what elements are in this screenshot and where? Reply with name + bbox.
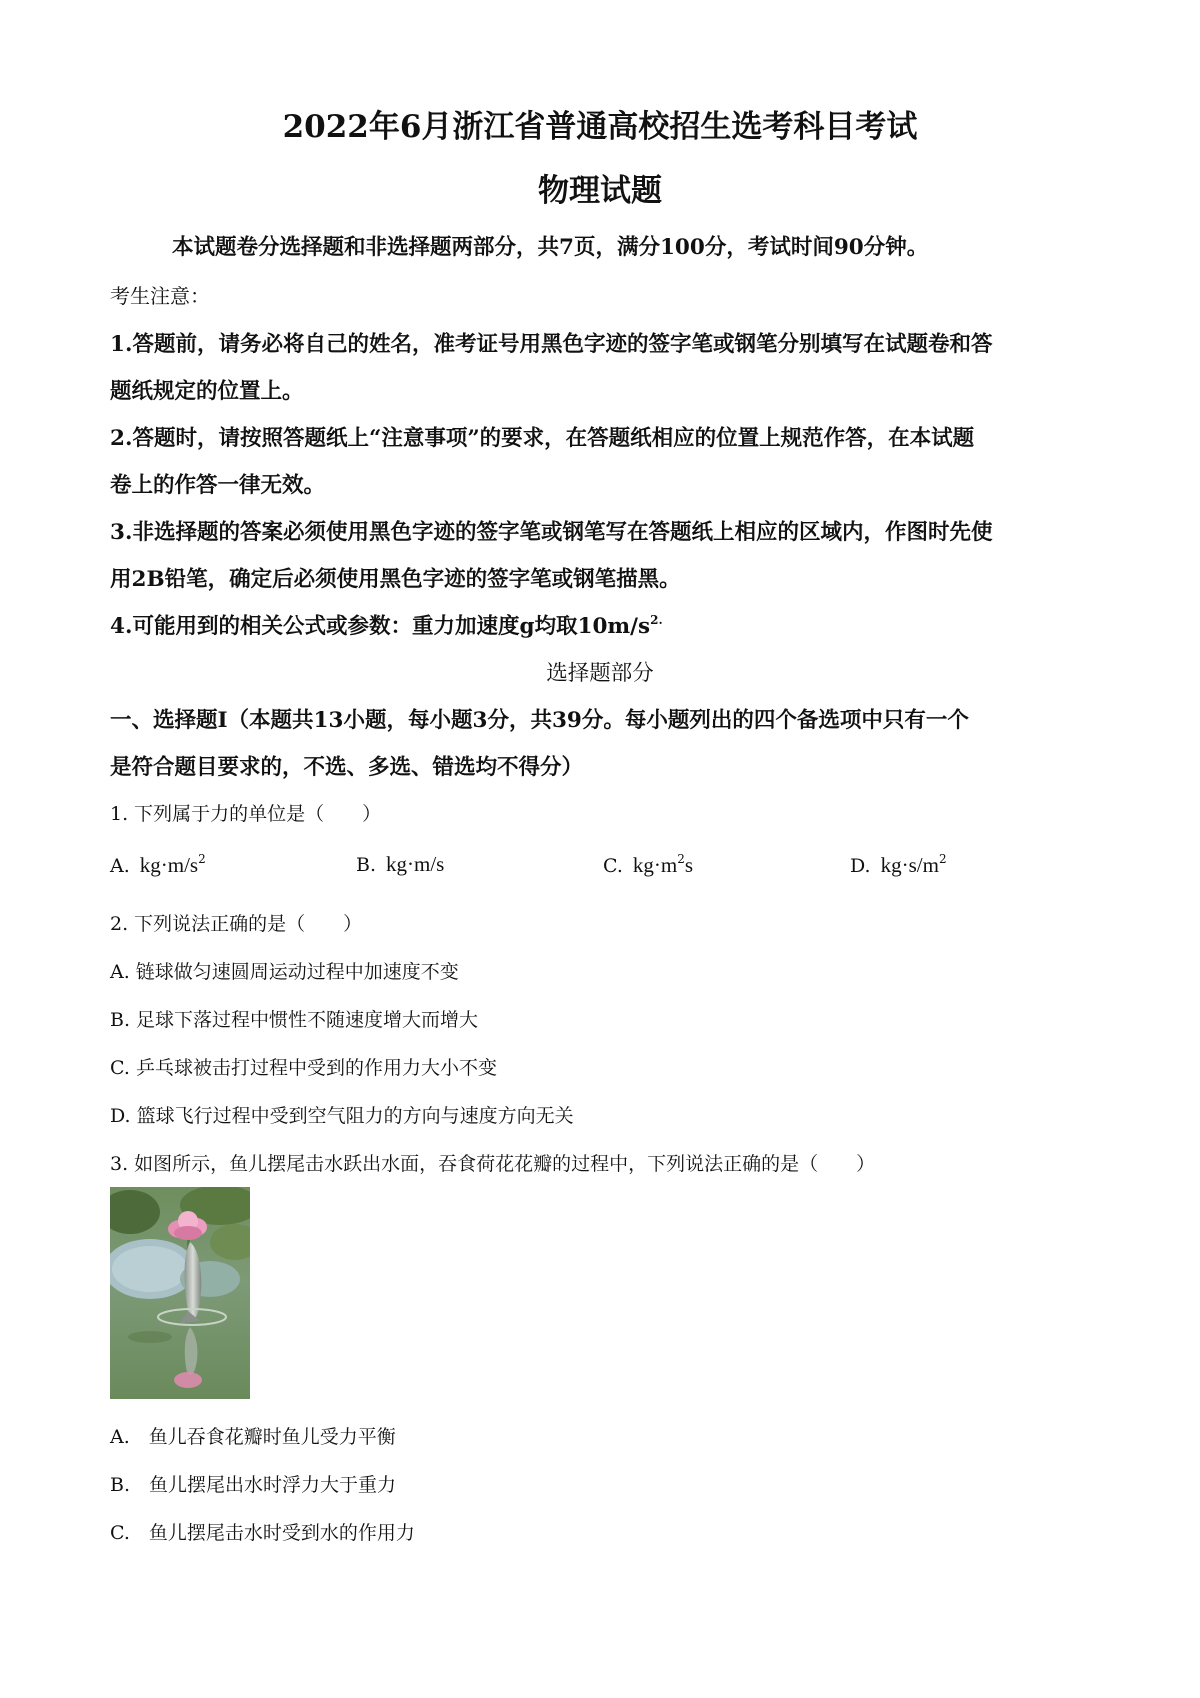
q1-option-b-label: B. xyxy=(356,854,377,876)
note-2-line-2: 卷上的作答一律无效。 xyxy=(110,473,326,498)
q1-option-a-exponent: 2 xyxy=(198,852,206,866)
q2-option-a: A. 链球做匀速圆周运动过程中加速度不变 xyxy=(110,961,459,983)
q1-option-c-tail: s xyxy=(684,853,694,877)
part1-instructions-line-1: 一、选择题Ⅰ（本题共13小题，每小题3分，共39分。每小题列出的四个备选项中只有一个 xyxy=(110,708,969,733)
q3-stem: 3. 如图所示，鱼儿摆尾击水跃出水面，吞食荷花花瓣的过程中，下列说法正确的是（ ） xyxy=(110,1153,876,1175)
note-4-superscript: 2. xyxy=(650,613,663,627)
note-3-line-1: 3.非选择题的答案必须使用黑色字迹的签字笔或钢笔写在答题纸上相应的区域内，作图时先使 xyxy=(110,520,993,545)
intro-text: 本试题卷分选择题和非选择题两部分，共7页，满分100分，考试时间90分钟。 xyxy=(172,235,929,260)
note-4-text: 4.可能用到的相关公式或参数：重力加速度g均取10m/s xyxy=(110,614,651,639)
note-4 xyxy=(110,609,1096,640)
q2-stem: 2. 下列说法正确的是（ ） xyxy=(110,913,363,935)
q1-option-d-exponent: 2 xyxy=(938,852,947,866)
q1-option-d-formula: kg·s/m xyxy=(880,853,939,877)
exam-title: 2022年6月浙江省普通高校招生选考科目考试 xyxy=(282,109,918,145)
q2-option-d: D. 篮球飞行过程中受到空气阻力的方向与速度方向无关 xyxy=(110,1105,574,1127)
q3-option-a: A. 鱼儿吞食花瓣时鱼儿受力平衡 xyxy=(110,1426,396,1448)
note-1-line-2: 题纸规定的位置上。 xyxy=(110,379,304,404)
q1-option-c-formula: kg·m xyxy=(632,853,678,877)
q1-stem: 1. 下列属于力的单位是（ ） xyxy=(110,803,382,825)
q1-option-b-formula: kg·m/s xyxy=(386,852,445,876)
note-2-line-1: 2.答题时，请按照答题纸上“注意事项”的要求，在答题纸相应的位置上规范作答，在本试题 xyxy=(110,426,975,451)
q3-option-b: B. 鱼儿摆尾出水时浮力大于重力 xyxy=(110,1474,397,1496)
exam-subtitle: 物理试题 xyxy=(538,173,662,209)
section-title: 选择题部分 xyxy=(546,661,654,686)
part1-instructions-line-2: 是符合题目要求的，不选、多选、错选均不得分） xyxy=(110,755,584,780)
q3-option-c: C. 鱼儿摆尾击水时受到水的作用力 xyxy=(110,1522,415,1544)
q1-option-a-formula: kg·m/s xyxy=(139,853,199,877)
note-3-line-2: 用2B铅笔，确定后必须使用黑色字迹的签字笔或钢笔描黑。 xyxy=(110,567,681,592)
q1-option-a-label: A. xyxy=(110,855,130,877)
q1-option-c-label: C. xyxy=(603,855,623,877)
q1-option-b xyxy=(356,852,444,877)
q1-option-c-exponent: 2 xyxy=(677,852,685,866)
notes-heading: 考生注意： xyxy=(110,284,210,308)
note-1-line-1: 1.答题前，请务必将自己的姓名，准考证号用黑色字迹的签字笔或钢笔分别填写在试题卷和答 xyxy=(110,332,993,357)
fish-lotus-photo xyxy=(110,1187,250,1399)
q1-option-a xyxy=(110,853,206,878)
q1-option-c xyxy=(603,853,693,878)
q2-option-b: B. 足球下落过程中惯性不随速度增大而增大 xyxy=(110,1009,479,1031)
q2-option-c: C. 乒乓球被击打过程中受到的作用力大小不变 xyxy=(110,1057,497,1079)
q1-option-d-label: D. xyxy=(850,855,871,877)
q1-option-d xyxy=(850,853,947,878)
